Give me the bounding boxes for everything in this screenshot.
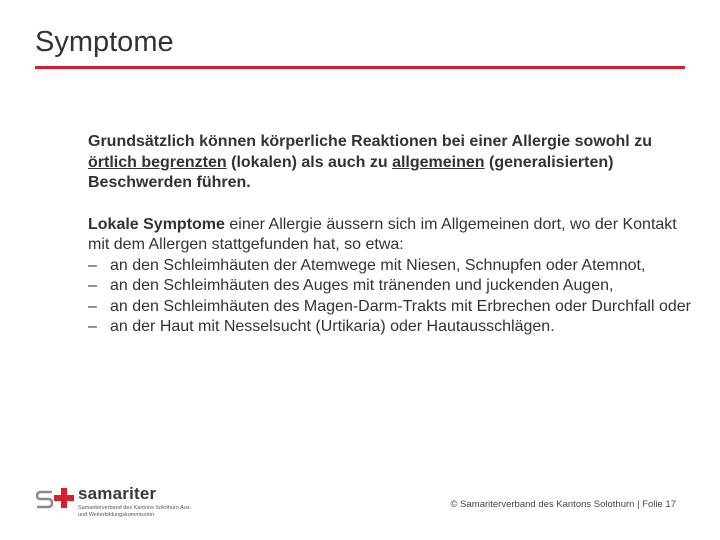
general-term: allgemeinen (392, 153, 485, 171)
logo-cross-horizontal (54, 495, 74, 501)
title-underline-rule (35, 66, 685, 69)
bullet-dash: – (88, 256, 97, 274)
intro-text-3: (generalisierten) Beschwerden führen. (88, 153, 614, 191)
list-item (88, 297, 698, 318)
list-item-text: an der Haut mit Nesselsucht (Urtikaria) oder Hautausschlägen. (110, 318, 555, 335)
list-item (88, 276, 698, 297)
list-item-text: an den Schleimhäuten des Auges mit tränenden und juckenden Augen, (110, 277, 614, 294)
bullet-dash: – (88, 297, 97, 315)
intro-text-1: Grundsätzlich können körperliche Reaktionen bei einer Allergie sowohl zu (88, 133, 652, 150)
list-item-text: an den Schleimhäuten des Magen-Darm-Trakts mit Erbrechen oder Durchfall oder (110, 297, 692, 315)
slide-title: Symptome (35, 26, 174, 58)
local-symptoms-lead (88, 215, 698, 256)
intro-text-2: (lokalen) als auch zu (226, 153, 393, 171)
bullet-dash: – (88, 277, 97, 294)
local-symptoms-heading: Lokale Symptome (88, 215, 225, 233)
samariter-s-cross-icon (36, 487, 76, 511)
logo-wordmark: samariter (78, 484, 157, 503)
logo-subtitle: Samariterverband des Kantons Solothurn Aus- und Weiterbildungskommission (78, 505, 192, 518)
local-term: örtlich begrenzten (88, 153, 227, 171)
bullet-dash: – (88, 318, 97, 335)
footer-text: © Samariterverband des Kantons Solothurn | Folie 17 (450, 499, 676, 510)
list-item-text: an den Schleimhäuten der Atemwege mit Niesen, Schnupfen oder Atemnot, (110, 256, 646, 274)
samariter-logo (36, 484, 196, 524)
intro-paragraph (88, 132, 698, 194)
list-item (88, 317, 698, 338)
local-symptoms-lead-text: einer Allergie äussern sich im Allgemeinen dort, wo der Kontakt mit dem Allergen stattgefunden hat, so etwa: (88, 215, 677, 253)
list-item (88, 256, 698, 277)
logo-s-shape (37, 492, 52, 507)
slide-content (88, 132, 698, 338)
symptom-list (88, 256, 698, 338)
